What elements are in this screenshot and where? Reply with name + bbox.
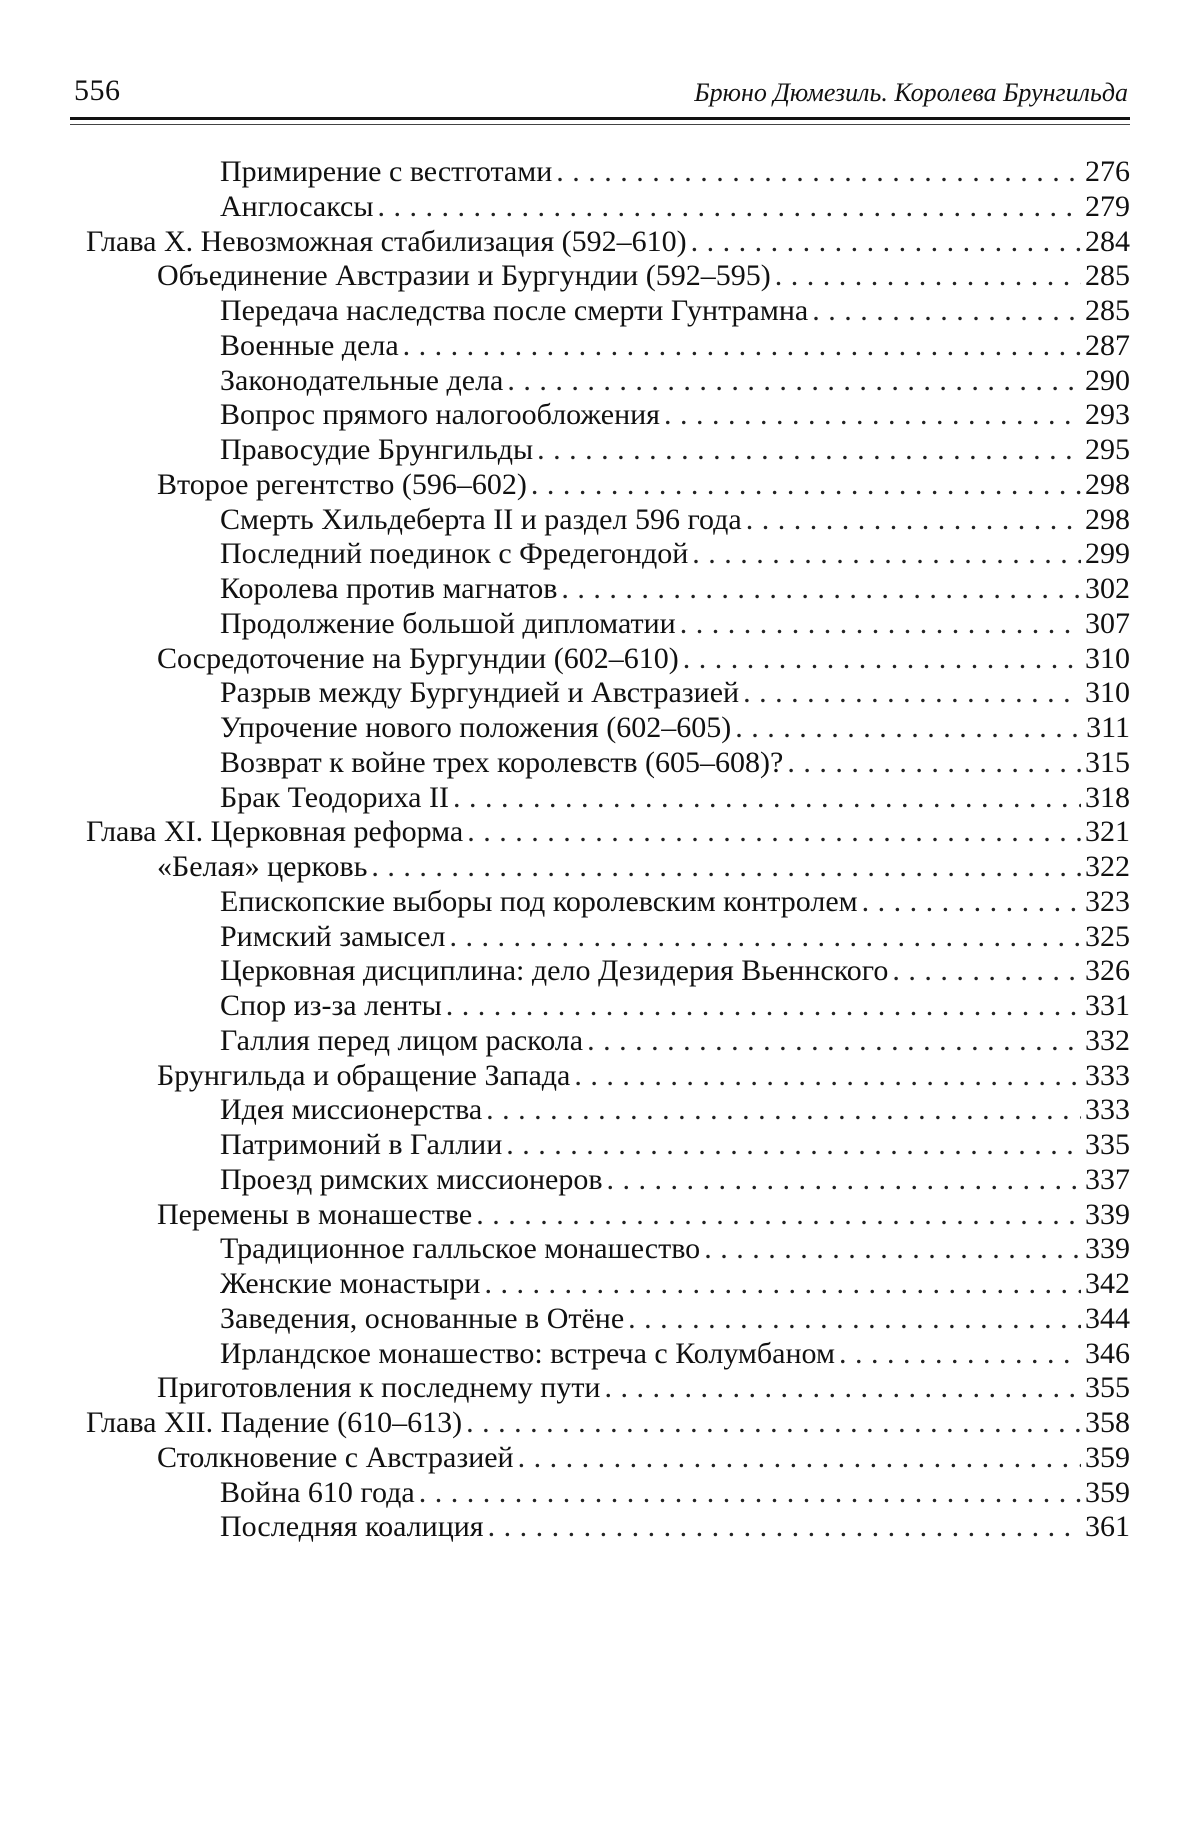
toc-entry-page-number: 333 (1085, 1093, 1130, 1127)
toc-entry-title: Военные дела (220, 328, 399, 362)
toc-entry-page-number: 295 (1085, 433, 1130, 466)
toc-entry-title: Патримоний в Галлии (220, 1128, 503, 1161)
toc-entry-page-number: 344 (1085, 1301, 1130, 1335)
toc-entry-page-number: 326 (1085, 954, 1130, 988)
toc-entry-page-number: 339 (1085, 1197, 1130, 1231)
toc-entry-title: Римский замысел (220, 919, 446, 953)
toc-entry-title: Епископские выборы под королевским контролем (220, 884, 858, 918)
toc-entry-page-number: 284 (1085, 224, 1130, 258)
toc-entry (220, 1507, 1130, 1547)
toc-entry-title: Вопрос прямого налогообложения (220, 398, 660, 432)
toc-entry-page-number: 276 (1085, 155, 1130, 188)
toc-entry-title: Церковная дисциплина: дело Дезидерия Вьеннского (220, 954, 889, 988)
header-rule (70, 117, 1130, 120)
toc-entry-page-number: 331 (1085, 989, 1130, 1022)
toc-entry-title: Ирландское монашество: встреча с Колумбаном (220, 1336, 835, 1370)
toc-entry-title: Возврат к войне трех королевств (605–608)? (220, 745, 784, 779)
toc-entry-title: Англосаксы (220, 189, 374, 223)
toc-entry-title: Сосредоточение на Бургундии (602–610) (157, 641, 679, 675)
toc-entry-page-number: 361 (1085, 1510, 1130, 1544)
toc-entry-title: Перемены в монашестве (157, 1197, 473, 1231)
toc-entry-title: Брак Теодориха II (220, 780, 449, 814)
page-header (70, 70, 1130, 110)
toc-entry-title: Брунгильда и обращение Запада (157, 1058, 571, 1092)
toc-entry-title: Война 610 года (220, 1475, 415, 1509)
toc-entry-title: Глава XII. Падение (610–613) (86, 1406, 463, 1439)
toc-entry-page-number: 333 (1085, 1058, 1130, 1092)
toc-entry-title: Заведения, основанные в Отёне (220, 1301, 625, 1335)
toc-entry-title: Смерть Хильдеберта II и раздел 596 года (220, 502, 742, 536)
toc-entry-title: Передача наследства после смерти Гунтрамна (220, 294, 809, 327)
toc-entry-page-number: 332 (1085, 1023, 1130, 1057)
toc-entry-page-number: 323 (1085, 884, 1130, 918)
toc-entry-title: Последний поединок с Фредегондой (220, 537, 689, 571)
toc-entry-page-number: 279 (1085, 189, 1130, 223)
toc-entry-title: Женские монастыри (220, 1267, 481, 1300)
toc-entry-title: Последняя коалиция (220, 1510, 484, 1544)
toc-entry-title: Столкновение с Австразией (157, 1440, 514, 1474)
toc-entry-page-number: 310 (1085, 641, 1130, 675)
toc-entry-page-number: 355 (1085, 1371, 1130, 1405)
toc-entry-title: Примирение с вестготами (220, 155, 553, 188)
toc-entry-page-number: 318 (1085, 780, 1130, 814)
toc-entry-page-number: 298 (1085, 502, 1130, 536)
toc-entry-title: Идея миссионерства (220, 1093, 483, 1127)
toc-entry-page-number: 322 (1085, 850, 1130, 883)
toc-entry-page-number: 285 (1085, 259, 1130, 293)
toc-entry-title: Приготовления к последнему пути (157, 1371, 601, 1405)
toc-dot-leader (488, 1507, 1081, 1547)
toc-entry-page-number: 346 (1085, 1336, 1130, 1370)
toc-entry-page-number: 285 (1085, 294, 1130, 327)
toc-entry-title: Правосудие Брунгильды (220, 433, 534, 466)
toc-entry-page-number: 335 (1085, 1128, 1130, 1161)
toc-entry-title: Галлия перед лицом раскола (220, 1023, 584, 1057)
toc-entry-title: Упрочение нового положения (602–605) (220, 711, 732, 744)
toc-entry-title: Королева против магнатов (220, 572, 558, 605)
toc-entry-page-number: 302 (1085, 572, 1130, 605)
toc-entry-page-number: 358 (1085, 1406, 1130, 1439)
toc-entry-title: Продолжение большой дипломатии (220, 606, 676, 640)
toc-entry-page-number: 315 (1085, 745, 1130, 779)
toc-entry-page-number: 321 (1085, 815, 1130, 849)
toc-entry-title: Глава X. Невозможная стабилизация (592–610) (86, 224, 687, 258)
toc-entry-page-number: 339 (1085, 1232, 1130, 1266)
toc-entry-page-number: 310 (1085, 676, 1130, 710)
running-title: Брюно Дюмезиль. Королева Брунгильда (694, 78, 1128, 107)
toc-entry-title: Законодательные дела (220, 363, 504, 397)
toc-entry-page-number: 298 (1085, 467, 1130, 501)
toc-entry-page-number: 359 (1085, 1475, 1130, 1509)
toc-entry-page-number: 299 (1085, 537, 1130, 571)
toc-entry-title: Объединение Австразии и Бургундии (592–595) (157, 259, 771, 293)
toc-entry-title: «Белая» церковь (157, 850, 368, 883)
toc-entry-page-number: 311 (1086, 711, 1130, 744)
toc-entry-title: Проезд римских миссионеров (220, 1162, 603, 1196)
toc-entry-title: Второе регентство (596–602) (157, 467, 527, 501)
toc-entry-title: Спор из-за ленты (220, 989, 442, 1022)
header-rule-thin (70, 124, 1130, 125)
toc-entry-page-number: 337 (1085, 1162, 1130, 1196)
toc-entry-title: Глава XI. Церковная реформа (86, 815, 464, 849)
toc-entry-page-number: 287 (1085, 328, 1130, 362)
toc-entry-page-number: 342 (1085, 1267, 1130, 1300)
toc-entry-page-number: 290 (1085, 363, 1130, 397)
page-number: 556 (74, 74, 121, 107)
toc-entry-page-number: 307 (1085, 606, 1130, 640)
toc-entry-title: Разрыв между Бургундией и Австразией (220, 676, 740, 710)
toc-entry-page-number: 293 (1085, 398, 1130, 432)
toc-entry-page-number: 359 (1085, 1440, 1130, 1474)
toc-entry-page-number: 325 (1085, 919, 1130, 953)
toc-entry-title: Традиционное галльское монашество (220, 1232, 701, 1266)
